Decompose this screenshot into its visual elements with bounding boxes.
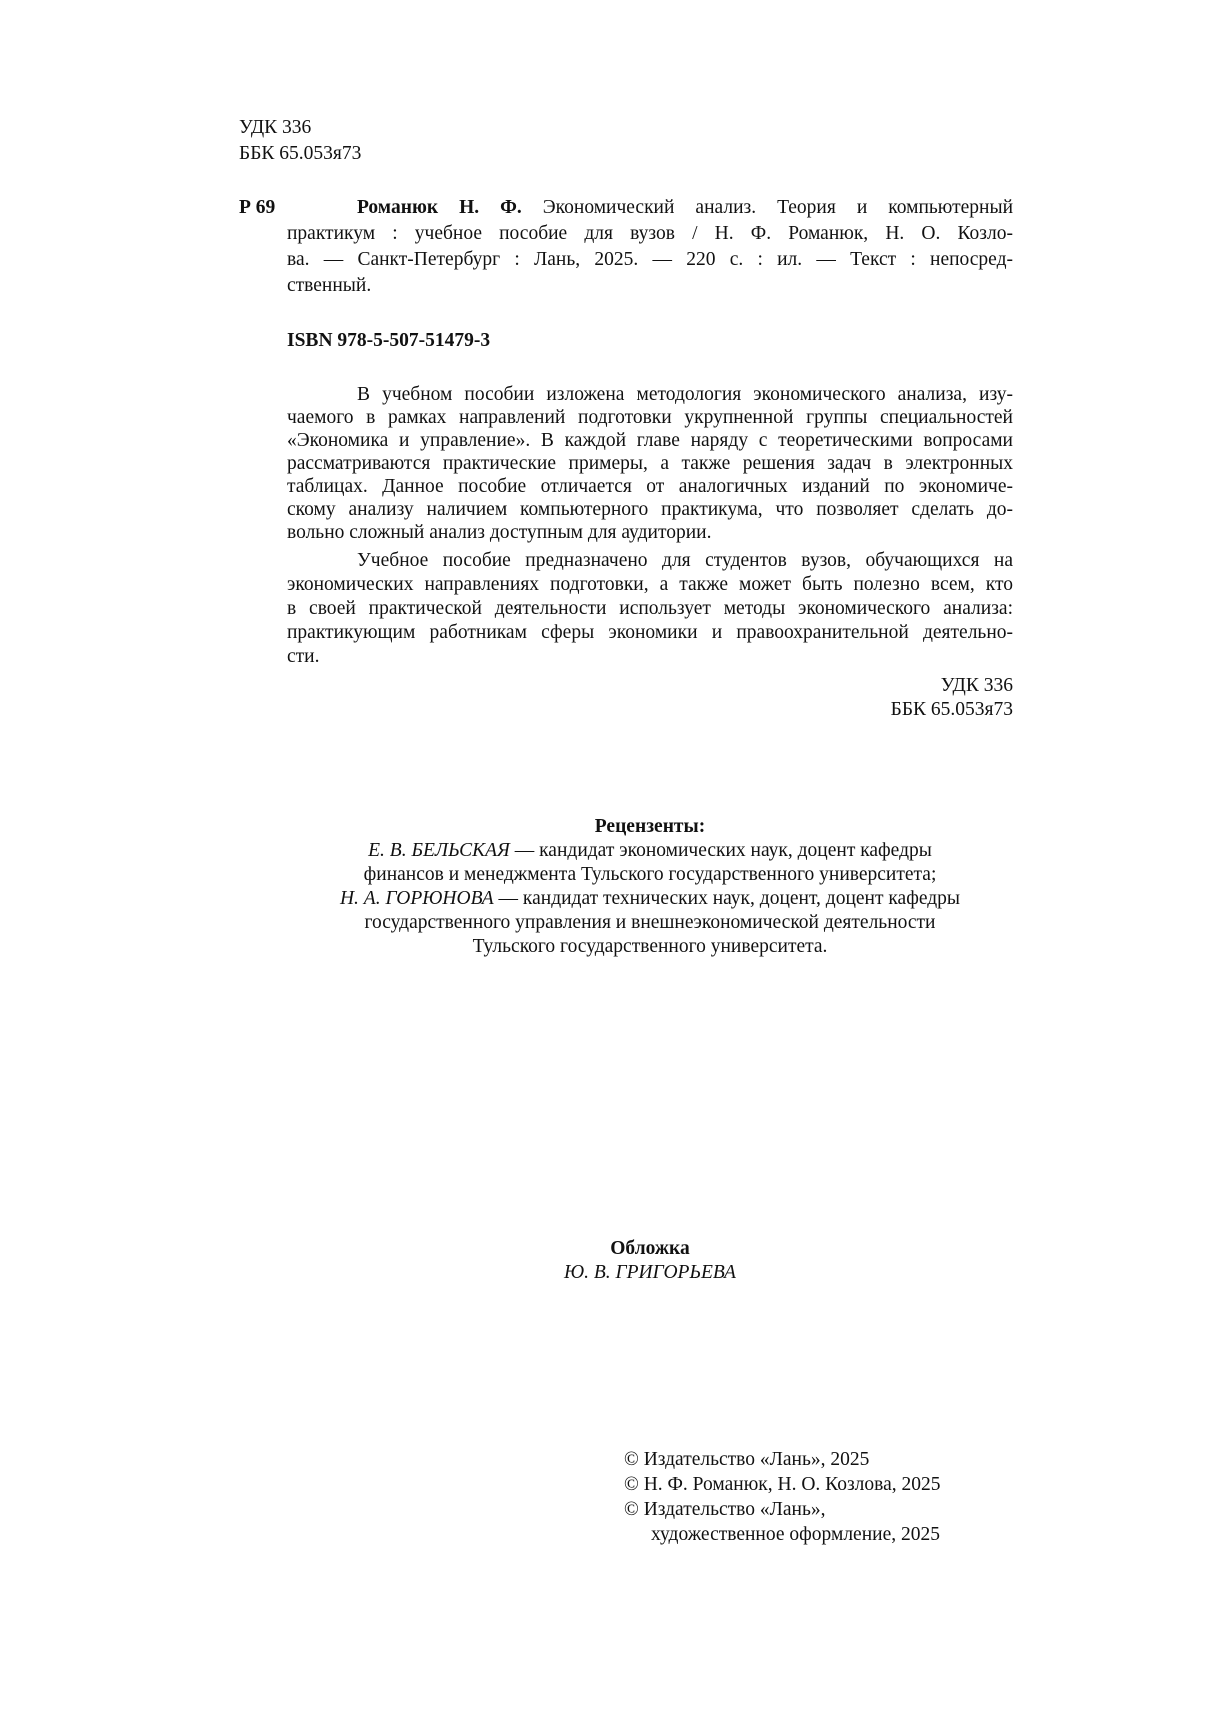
cover-heading: Обложка	[610, 1238, 690, 1259]
copyright-design: художественное оформление, 2025	[651, 1524, 940, 1545]
copyright-authors: © Н. Ф. Романюк, Н. О. Козлова, 2025	[624, 1474, 941, 1495]
abstract-p1-line-4: рассматриваются практические примеры, а также решения задач в электронных	[287, 453, 1013, 474]
copyright-design-publisher: © Издательство «Лань»,	[624, 1499, 826, 1520]
abstract-p2-line-1: Учебное пособие предназначено для студентов вузов, обучающихся на	[357, 550, 1013, 571]
reviewer-2-text: — кандидат технических наук, доцент, доцент кафедры	[493, 888, 961, 909]
abstract-p2-line-5: сти.	[287, 646, 320, 667]
reviewer-1-text: — кандидат экономических наук, доцент кафедры	[509, 840, 932, 861]
abstract-p1-line-7: вольно сложный анализ доступным для аудитории.	[287, 522, 712, 543]
cover-designer: Ю. В. ГРИГОРЬЕВА	[564, 1262, 736, 1283]
catalog-code: Р 69	[239, 197, 276, 218]
reviewers-heading: Рецензенты:	[594, 816, 706, 837]
abstract-p1-line-3: «Экономика и управление». В каждой главе наряду с теоретическими вопросами	[287, 430, 1013, 451]
reviewer-1-name: Е. В. БЕЛЬСКАЯ	[368, 840, 510, 861]
abstract-p1-line-1: В учебном пособии изложена методология экономического анализа, изу-	[357, 384, 1013, 405]
catalog-author: Романюк Н. Ф.	[357, 197, 522, 218]
reviewer-2-line-3: Тульского государственного университета.	[472, 936, 828, 957]
catalog-line-1	[357, 196, 1013, 220]
bbk-top: ББК 65.053я73	[239, 143, 362, 164]
reviewer-2-line-2: государственного управления и внешнеэкономической деятельности	[364, 912, 936, 933]
abstract-p2-line-2: экономических направлениях подготовки, а также может быть полезно всем, кто	[287, 574, 1013, 595]
reviewer-2-line-1	[287, 887, 1013, 911]
abstract-p2-line-3: в своей практической деятельности использует методы экономического анализа:	[287, 598, 1013, 619]
copyright-publisher: © Издательство «Лань», 2025	[624, 1449, 870, 1470]
abstract-p1-line-2: чаемого в рамках направлений подготовки укрупненной группы специальностей	[287, 407, 1013, 428]
reviewer-1-line-2: финансов и менеджмента Тульского государственного университета;	[363, 864, 937, 885]
isbn: ISBN 978-5-507-51479-3	[287, 330, 491, 351]
catalog-title: Экономический анализ. Теория и компьютерный	[542, 197, 1013, 218]
udk-bottom: УДК 336	[940, 675, 1013, 696]
catalog-line-3: ва. — Санкт-Петербург : Лань, 2025. — 220 с. : ил. — Текст : непосред-	[287, 249, 1013, 270]
reviewer-1-line-1	[287, 839, 1013, 863]
udk-top: УДК 336	[239, 117, 312, 138]
abstract-p1-line-6: скому анализу наличием компьютерного практикума, что позволяет сделать до-	[287, 499, 1013, 520]
abstract-p1-line-5: таблицах. Данное пособие отличается от аналогичных изданий по экономиче-	[287, 476, 1013, 497]
abstract-p2-line-4: практикующим работникам сферы экономики и правоохранительной деятельно-	[287, 622, 1013, 643]
bbk-bottom: ББК 65.053я73	[890, 699, 1013, 720]
reviewer-2-name: Н. А. ГОРЮНОВА	[339, 888, 494, 909]
catalog-line-4: ственный.	[287, 275, 372, 296]
catalog-line-2: практикум : учебное пособие для вузов / Н. Ф. Романюк, Н. О. Козло-	[287, 223, 1013, 244]
